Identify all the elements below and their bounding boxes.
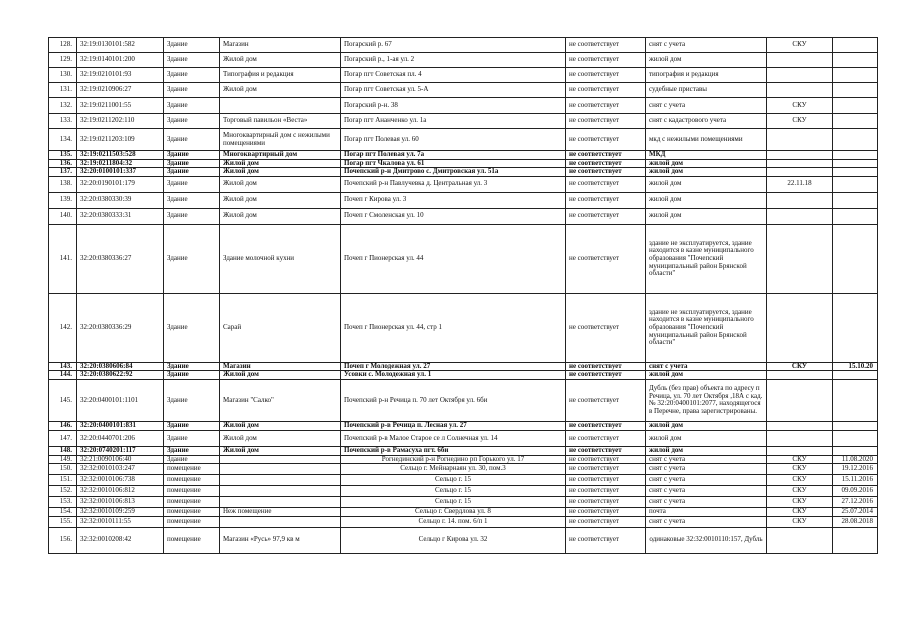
object-type-cell: помещение bbox=[164, 486, 220, 497]
compliance-status-cell: не соответствует bbox=[566, 527, 646, 553]
cadastral-number-cell: 32:20:0380622:92 bbox=[77, 371, 164, 380]
object-type-cell: Здание bbox=[164, 151, 220, 160]
table-row bbox=[49, 379, 878, 421]
date-cell bbox=[833, 114, 878, 129]
object-name-cell: Жилой дом bbox=[220, 430, 341, 446]
row-number-cell: 146. bbox=[49, 421, 77, 430]
object-type-cell: Здание bbox=[164, 224, 220, 293]
object-address-cell: Почепский р-в Малое Старое се л Солнечная ул. 14 bbox=[341, 430, 566, 446]
compliance-status-cell: не соответствует bbox=[566, 151, 646, 160]
status-code-cell bbox=[767, 151, 833, 160]
date-cell bbox=[833, 446, 878, 455]
compliance-status-cell: не соответствует bbox=[566, 208, 646, 224]
cadastral-number-cell: 32:19:0211804:32 bbox=[77, 159, 164, 168]
object-type-cell: Здание bbox=[164, 455, 220, 464]
note-cell: судебные приставы bbox=[646, 83, 767, 98]
table-row bbox=[49, 362, 878, 371]
cadastral-number-cell: 32:32:0010111:55 bbox=[77, 516, 164, 527]
cadastral-number-cell: 32:19:0211503:528 bbox=[77, 151, 164, 160]
row-number-cell: 140. bbox=[49, 208, 77, 224]
date-cell: 15.11.2016 bbox=[833, 475, 878, 486]
row-number-cell: 129. bbox=[49, 53, 77, 68]
row-number-cell: 143. bbox=[49, 362, 77, 371]
table-row bbox=[49, 129, 878, 151]
cadastral-number-cell: 32:20:0400101:1101 bbox=[77, 379, 164, 421]
row-number-cell: 156. bbox=[49, 527, 77, 553]
note-cell: жилой дом bbox=[646, 430, 767, 446]
object-type-cell: Здание bbox=[164, 114, 220, 129]
object-name-cell: Многоквартирный дом с нежилыми помещениями bbox=[220, 129, 341, 151]
object-name-cell: Жилой дом bbox=[220, 168, 341, 177]
object-address-cell: Почеп г Смоленская ул. 10 bbox=[341, 208, 566, 224]
date-cell: 09.09.2016 bbox=[833, 486, 878, 497]
object-address-cell: Погар пгт Полевая ул. 60 bbox=[341, 129, 566, 151]
object-type-cell: Здание bbox=[164, 53, 220, 68]
object-name-cell bbox=[220, 455, 341, 464]
note-cell: жилой дом bbox=[646, 168, 767, 177]
status-code-cell bbox=[767, 192, 833, 208]
compliance-status-cell: не соответствует bbox=[566, 192, 646, 208]
table-row bbox=[49, 159, 878, 168]
table-row bbox=[49, 53, 878, 68]
row-number-cell: 147. bbox=[49, 430, 77, 446]
status-code-cell: СКУ bbox=[767, 486, 833, 497]
compliance-status-cell: не соответствует bbox=[566, 159, 646, 168]
date-cell: 25.07.2014 bbox=[833, 508, 878, 517]
cadastral-number-cell: 32:20:0380336:29 bbox=[77, 293, 164, 362]
table-row bbox=[49, 38, 878, 53]
object-type-cell: Здание bbox=[164, 446, 220, 455]
compliance-status-cell: не соответствует bbox=[566, 114, 646, 129]
object-address-cell: Почеп г Кирова ул. 3 bbox=[341, 192, 566, 208]
table-row bbox=[49, 508, 878, 517]
object-name-cell bbox=[220, 475, 341, 486]
property-register-table bbox=[48, 37, 878, 554]
cadastral-number-cell: 32:32:0010109:259 bbox=[77, 508, 164, 517]
cadastral-number-cell: 32:32:0010103:247 bbox=[77, 464, 164, 475]
note-cell: снят с учета bbox=[646, 516, 767, 527]
status-code-cell bbox=[767, 379, 833, 421]
status-code-cell bbox=[767, 371, 833, 380]
row-number-cell: 154. bbox=[49, 508, 77, 517]
compliance-status-cell: не соответствует bbox=[566, 98, 646, 114]
object-address-cell: Почеп г Пионерская ул. 44, стр 1 bbox=[341, 293, 566, 362]
date-cell bbox=[833, 98, 878, 114]
date-cell bbox=[833, 192, 878, 208]
object-address-cell: Сельцо г. Мейнарнаян ул. 30, пом.3 bbox=[341, 464, 566, 475]
date-cell bbox=[833, 208, 878, 224]
cadastral-number-cell: 32:19:0140101:200 bbox=[77, 53, 164, 68]
row-number-cell: 149. bbox=[49, 455, 77, 464]
compliance-status-cell: не соответствует bbox=[566, 455, 646, 464]
note-cell: жилой дом bbox=[646, 446, 767, 455]
object-name-cell bbox=[220, 516, 341, 527]
table-row bbox=[49, 114, 878, 129]
cadastral-number-cell: 32:19:0211203:109 bbox=[77, 129, 164, 151]
date-cell bbox=[833, 371, 878, 380]
object-name-cell: Магазин «Русь» 97,9 кв м bbox=[220, 527, 341, 553]
object-address-cell: Сельцо г. 15 bbox=[341, 486, 566, 497]
date-cell bbox=[833, 168, 878, 177]
note-cell: снят с учета bbox=[646, 475, 767, 486]
note-cell: снят с учета bbox=[646, 464, 767, 475]
object-address-cell: Погар пгт Ананченко ул. 1а bbox=[341, 114, 566, 129]
status-code-cell: 22.11.18 bbox=[767, 176, 833, 192]
row-number-cell: 132. bbox=[49, 98, 77, 114]
cadastral-number-cell: 32:19:0210906:27 bbox=[77, 83, 164, 98]
cadastral-number-cell: 32:20:0400101:831 bbox=[77, 421, 164, 430]
cadastral-number-cell: 32:32:0010106:812 bbox=[77, 486, 164, 497]
note-cell: снят с учета bbox=[646, 38, 767, 53]
row-number-cell: 131. bbox=[49, 83, 77, 98]
date-cell: 11.08.2020 bbox=[833, 455, 878, 464]
table-row bbox=[49, 168, 878, 177]
object-type-cell: помещение bbox=[164, 527, 220, 553]
object-address-cell: Сельцо г. 14. пом. 6/п 1 bbox=[341, 516, 566, 527]
note-cell: Дубль (без прав) объекта по адресу п Речица, ул. 70 лет Октября ,18А с кад.№ 32:20:0400101:2077, находящегося в Перечне, права зарегистрированы. bbox=[646, 379, 767, 421]
status-code-cell bbox=[767, 430, 833, 446]
note-cell: снят с кадастрового учета bbox=[646, 114, 767, 129]
status-code-cell bbox=[767, 83, 833, 98]
object-type-cell: Здание bbox=[164, 168, 220, 177]
object-type-cell: помещение bbox=[164, 497, 220, 508]
object-address-cell: Почепский р-н Павлучевка д. Центральная ул. 3 bbox=[341, 176, 566, 192]
compliance-status-cell: не соответствует bbox=[566, 53, 646, 68]
cadastral-number-cell: 32:20:0740201:117 bbox=[77, 446, 164, 455]
cadastral-number-cell: 32:19:0210101:93 bbox=[77, 68, 164, 83]
date-cell bbox=[833, 159, 878, 168]
row-number-cell: 150. bbox=[49, 464, 77, 475]
object-name-cell: Жилой дом bbox=[220, 192, 341, 208]
status-code-cell bbox=[767, 224, 833, 293]
status-code-cell bbox=[767, 446, 833, 455]
cadastral-number-cell: 32:20:0380336:27 bbox=[77, 224, 164, 293]
compliance-status-cell: не соответствует bbox=[566, 464, 646, 475]
status-code-cell bbox=[767, 159, 833, 168]
object-address-cell: Погарский р., 1-ая ул. 2 bbox=[341, 53, 566, 68]
compliance-status-cell: не соответствует bbox=[566, 83, 646, 98]
status-code-cell: СКУ bbox=[767, 98, 833, 114]
table-row bbox=[49, 516, 878, 527]
status-code-cell: СКУ bbox=[767, 497, 833, 508]
note-cell: жилой дом bbox=[646, 208, 767, 224]
note-cell: жилой дом bbox=[646, 176, 767, 192]
row-number-cell: 152. bbox=[49, 486, 77, 497]
compliance-status-cell: не соответствует bbox=[566, 176, 646, 192]
row-number-cell: 135. bbox=[49, 151, 77, 160]
note-cell: жилой дом bbox=[646, 371, 767, 380]
register-sheet bbox=[48, 37, 877, 554]
note-cell: снят с учета bbox=[646, 455, 767, 464]
cadastral-number-cell: 32:20:0380333:31 bbox=[77, 208, 164, 224]
object-type-cell: Здание bbox=[164, 38, 220, 53]
table-body bbox=[49, 38, 878, 554]
object-address-cell: Сельцо г. 15 bbox=[341, 497, 566, 508]
compliance-status-cell: не соответствует bbox=[566, 168, 646, 177]
object-name-cell: Магазин bbox=[220, 362, 341, 371]
date-cell: 28.08.2018 bbox=[833, 516, 878, 527]
note-cell: жилой дом bbox=[646, 421, 767, 430]
table-row bbox=[49, 455, 878, 464]
object-name-cell: Жилой дом bbox=[220, 83, 341, 98]
object-type-cell: Здание bbox=[164, 293, 220, 362]
status-code-cell: СКУ bbox=[767, 114, 833, 129]
object-type-cell: Здание bbox=[164, 129, 220, 151]
date-cell bbox=[833, 38, 878, 53]
note-cell: жилой дом bbox=[646, 159, 767, 168]
object-name-cell: Здание молочной кухни bbox=[220, 224, 341, 293]
table-row bbox=[49, 83, 878, 98]
object-type-cell: Здание bbox=[164, 362, 220, 371]
object-type-cell: помещение bbox=[164, 516, 220, 527]
object-name-cell: Неж помещение bbox=[220, 508, 341, 517]
object-address-cell: Сельцо г. Свердлова ул. 8 bbox=[341, 508, 566, 517]
cadastral-number-cell: 32:20:0190101:179 bbox=[77, 176, 164, 192]
table-row bbox=[49, 208, 878, 224]
compliance-status-cell: не соответствует bbox=[566, 129, 646, 151]
note-cell: почта bbox=[646, 508, 767, 517]
table-row bbox=[49, 475, 878, 486]
compliance-status-cell: не соответствует bbox=[566, 475, 646, 486]
object-address-cell: Сельцо г. 15 bbox=[341, 475, 566, 486]
row-number-cell: 128. bbox=[49, 38, 77, 53]
row-number-cell: 155. bbox=[49, 516, 77, 527]
object-type-cell: Здание bbox=[164, 379, 220, 421]
object-type-cell: Здание bbox=[164, 98, 220, 114]
row-number-cell: 148. bbox=[49, 446, 77, 455]
table-row bbox=[49, 527, 878, 553]
object-address-cell: Погар пгт Полевая ул. 7а bbox=[341, 151, 566, 160]
status-code-cell bbox=[767, 208, 833, 224]
status-code-cell bbox=[767, 68, 833, 83]
object-address-cell: Почепский р-в Речица п. Лесная ул. 27 bbox=[341, 421, 566, 430]
table-row bbox=[49, 464, 878, 475]
row-number-cell: 134. bbox=[49, 129, 77, 151]
status-code-cell bbox=[767, 527, 833, 553]
object-type-cell: Здание bbox=[164, 159, 220, 168]
object-type-cell: Здание bbox=[164, 83, 220, 98]
note-cell: жилой дом bbox=[646, 53, 767, 68]
status-code-cell: СКУ bbox=[767, 475, 833, 486]
status-code-cell bbox=[767, 168, 833, 177]
cadastral-number-cell: 32:20:0380330:39 bbox=[77, 192, 164, 208]
object-address-cell: Усовки с. Молодежная ул. 1 bbox=[341, 371, 566, 380]
status-code-cell: СКУ bbox=[767, 455, 833, 464]
date-cell bbox=[833, 421, 878, 430]
row-number-cell: 141. bbox=[49, 224, 77, 293]
date-cell: 15.10.20 bbox=[833, 362, 878, 371]
status-code-cell: СКУ bbox=[767, 464, 833, 475]
table-row bbox=[49, 421, 878, 430]
row-number-cell: 137. bbox=[49, 168, 77, 177]
note-cell: МКД bbox=[646, 151, 767, 160]
object-address-cell: Сельцо г Кирова ул. 32 bbox=[341, 527, 566, 553]
note-cell: здание не эксплуатируется, здание находится в казне муниципального образования "Почепский муниципальный район Брянской области" bbox=[646, 293, 767, 362]
object-name-cell: Торговый павильон «Веста» bbox=[220, 114, 341, 129]
table-row bbox=[49, 486, 878, 497]
date-cell bbox=[833, 176, 878, 192]
object-name-cell: Магазин "Салко" bbox=[220, 379, 341, 421]
object-name-cell: Жилой дом bbox=[220, 176, 341, 192]
cadastral-number-cell: 32:20:0380606:84 bbox=[77, 362, 164, 371]
object-type-cell: Здание bbox=[164, 176, 220, 192]
compliance-status-cell: не соответствует bbox=[566, 293, 646, 362]
date-cell bbox=[833, 129, 878, 151]
note-cell: мкд с нежилыми помещениями bbox=[646, 129, 767, 151]
object-address-cell: Погар пгт Советская пл. 4 bbox=[341, 68, 566, 83]
date-cell bbox=[833, 527, 878, 553]
cadastral-number-cell: 32:19:0211001:55 bbox=[77, 98, 164, 114]
note-cell: снят с учета bbox=[646, 98, 767, 114]
object-type-cell: Здание bbox=[164, 192, 220, 208]
cadastral-number-cell: 32:20:0440701:206 bbox=[77, 430, 164, 446]
date-cell bbox=[833, 53, 878, 68]
table-row bbox=[49, 371, 878, 380]
row-number-cell: 130. bbox=[49, 68, 77, 83]
table-row bbox=[49, 151, 878, 160]
status-code-cell: СКУ bbox=[767, 516, 833, 527]
cadastral-number-cell: 32:19:0211202:110 bbox=[77, 114, 164, 129]
compliance-status-cell: не соответствует bbox=[566, 224, 646, 293]
row-number-cell: 138. bbox=[49, 176, 77, 192]
object-address-cell: Почепский р-н Речица п. 70 лет Октября ул. 6би bbox=[341, 379, 566, 421]
status-code-cell: СКУ bbox=[767, 38, 833, 53]
status-code-cell bbox=[767, 293, 833, 362]
note-cell: типография и редакция bbox=[646, 68, 767, 83]
compliance-status-cell: не соответствует bbox=[566, 371, 646, 380]
object-type-cell: Здание bbox=[164, 208, 220, 224]
cadastral-number-cell: 32:32:0010106:738 bbox=[77, 475, 164, 486]
row-number-cell: 139. bbox=[49, 192, 77, 208]
date-cell bbox=[833, 151, 878, 160]
date-cell bbox=[833, 379, 878, 421]
compliance-status-cell: не соответствует bbox=[566, 362, 646, 371]
table-row bbox=[49, 192, 878, 208]
object-name-cell: Типография и редакция bbox=[220, 68, 341, 83]
cadastral-number-cell: 32:19:0130101:582 bbox=[77, 38, 164, 53]
compliance-status-cell: не соответствует bbox=[566, 516, 646, 527]
status-code-cell bbox=[767, 129, 833, 151]
table-row bbox=[49, 98, 878, 114]
date-cell bbox=[833, 224, 878, 293]
object-address-cell: Погар пгт Советская ул. 5-А bbox=[341, 83, 566, 98]
object-address-cell: Почеп г Пионерская ул. 44 bbox=[341, 224, 566, 293]
table-row bbox=[49, 497, 878, 508]
compliance-status-cell: не соответствует bbox=[566, 379, 646, 421]
date-cell bbox=[833, 293, 878, 362]
compliance-status-cell: не соответствует bbox=[566, 68, 646, 83]
compliance-status-cell: не соответствует bbox=[566, 446, 646, 455]
cadastral-number-cell: 32:32:0010208:42 bbox=[77, 527, 164, 553]
object-name-cell: Сарай bbox=[220, 293, 341, 362]
object-address-cell: Рогнединский р-н Рогнедино рп Горького ул. 17 bbox=[341, 455, 566, 464]
object-type-cell: Здание bbox=[164, 68, 220, 83]
object-type-cell: Здание bbox=[164, 421, 220, 430]
object-address-cell: Погарский р. 67 bbox=[341, 38, 566, 53]
object-name-cell bbox=[220, 497, 341, 508]
table-row bbox=[49, 224, 878, 293]
status-code-cell bbox=[767, 53, 833, 68]
date-cell bbox=[833, 68, 878, 83]
object-type-cell: Здание bbox=[164, 371, 220, 380]
cadastral-number-cell: 32:32:0010106:813 bbox=[77, 497, 164, 508]
object-address-cell: Погар пгт Чкалова ул. 61 bbox=[341, 159, 566, 168]
object-name-cell: Жилой дом bbox=[220, 53, 341, 68]
compliance-status-cell: не соответствует bbox=[566, 486, 646, 497]
table-row bbox=[49, 446, 878, 455]
object-type-cell: Здание bbox=[164, 430, 220, 446]
row-number-cell: 145. bbox=[49, 379, 77, 421]
object-address-cell: Почеп г Молодежная ул. 27 bbox=[341, 362, 566, 371]
note-cell: снят с учета bbox=[646, 486, 767, 497]
date-cell: 19.12.2016 bbox=[833, 464, 878, 475]
compliance-status-cell: не соответствует bbox=[566, 421, 646, 430]
note-cell: жилой дом bbox=[646, 192, 767, 208]
table-row bbox=[49, 430, 878, 446]
status-code-cell: СКУ bbox=[767, 508, 833, 517]
note-cell: снят с учета bbox=[646, 497, 767, 508]
object-name-cell: Магазин bbox=[220, 38, 341, 53]
date-cell bbox=[833, 430, 878, 446]
status-code-cell: СКУ bbox=[767, 362, 833, 371]
object-name-cell bbox=[220, 464, 341, 475]
date-cell: 27.12.2016 bbox=[833, 497, 878, 508]
object-name-cell: Жилой дом bbox=[220, 159, 341, 168]
table-row bbox=[49, 293, 878, 362]
object-name-cell: Жилой дом bbox=[220, 208, 341, 224]
object-name-cell: Жилой дом bbox=[220, 446, 341, 455]
row-number-cell: 136. bbox=[49, 159, 77, 168]
object-name-cell: Жилой дом bbox=[220, 421, 341, 430]
date-cell bbox=[833, 83, 878, 98]
object-address-cell: Почепский р-н Дмитрово с. Дмитровская ул. 51а bbox=[341, 168, 566, 177]
note-cell: одинаковые 32:32:0010110:157, Дубль bbox=[646, 527, 767, 553]
cadastral-number-cell: 32:21:0090106:40 bbox=[77, 455, 164, 464]
compliance-status-cell: не соответствует bbox=[566, 430, 646, 446]
note-cell: снят с учета bbox=[646, 362, 767, 371]
row-number-cell: 151. bbox=[49, 475, 77, 486]
object-address-cell: Погарский р-н. 38 bbox=[341, 98, 566, 114]
table-row bbox=[49, 68, 878, 83]
object-name-cell bbox=[220, 98, 341, 114]
object-address-cell: Почепский р-в Рамасуха пгт. 6би bbox=[341, 446, 566, 455]
cadastral-number-cell: 32:20:0100101:337 bbox=[77, 168, 164, 177]
object-type-cell: помещение bbox=[164, 475, 220, 486]
row-number-cell: 144. bbox=[49, 371, 77, 380]
object-name-cell: Жилой дом bbox=[220, 371, 341, 380]
status-code-cell bbox=[767, 421, 833, 430]
compliance-status-cell: не соответствует bbox=[566, 497, 646, 508]
note-cell: здание не эксплуатируется, здание находится в казне муниципального образования "Почепский муниципальный район Брянской области" bbox=[646, 224, 767, 293]
object-name-cell bbox=[220, 486, 341, 497]
table-row bbox=[49, 176, 878, 192]
compliance-status-cell: не соответствует bbox=[566, 38, 646, 53]
object-name-cell: Многоквартирный дом bbox=[220, 151, 341, 160]
row-number-cell: 142. bbox=[49, 293, 77, 362]
compliance-status-cell: не соответствует bbox=[566, 508, 646, 517]
object-type-cell: помещение bbox=[164, 508, 220, 517]
object-type-cell: помещение bbox=[164, 464, 220, 475]
row-number-cell: 153. bbox=[49, 497, 77, 508]
row-number-cell: 133. bbox=[49, 114, 77, 129]
